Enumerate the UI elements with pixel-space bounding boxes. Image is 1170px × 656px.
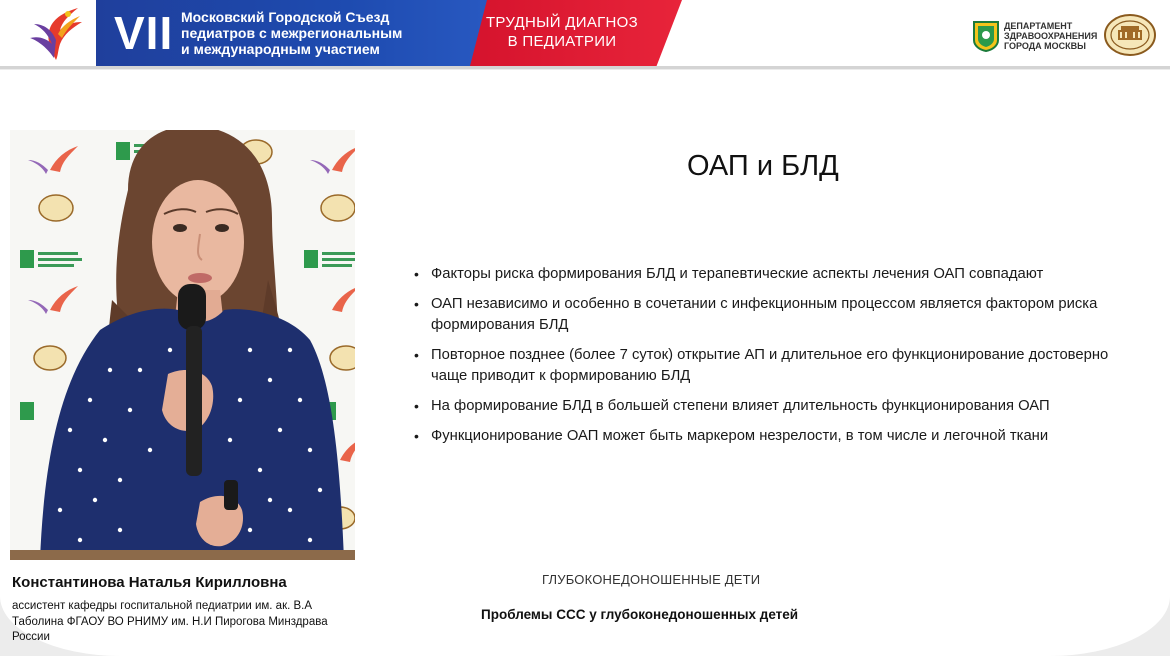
moscow-emblem-icon xyxy=(972,20,1000,52)
department-name: ДЕПАРТАМЕНТ ЗДРАВООХРАНЕНИЯ ГОРОДА МОСКВЫ xyxy=(1004,21,1098,51)
conference-header xyxy=(0,0,1170,66)
bullet-item: • На формирование БЛД в большей степени влияет длительность функционирования ОАП xyxy=(414,396,1134,417)
speaker-photo xyxy=(10,130,355,560)
slide-title: ОАП и БЛД xyxy=(687,150,839,182)
congress-number: VII xyxy=(114,7,174,59)
phoenix-logo-icon xyxy=(28,4,84,62)
lecture-title: Проблемы ССС у глубоконедоношенных детей xyxy=(481,607,799,622)
bullet-item: • ОАП независимо и особенно в сочетании с инфекционным процессом является фактором риска формирования БЛД xyxy=(414,294,1134,336)
speaker-name: Константинова Наталья Кирилловна xyxy=(12,574,287,591)
bullet-item: • Факторы риска формирования БЛД и терапевтические аспекты лечения ОАП совпадают xyxy=(414,264,1134,285)
seal-icon xyxy=(1104,14,1156,56)
speaker-video xyxy=(10,130,355,560)
section-label: ГЛУБОКОНЕДОНОШЕННЫЕ ДЕТИ xyxy=(542,572,761,587)
bullet-item: • Функционирование ОАП может быть маркером незрелости, в том числе и легочной ткани xyxy=(414,426,1134,447)
speaker-position: ассистент кафедры госпитальной педиатрии им. ак. В.А Таболина ФГАОУ ВО РНИМУ им. Н.И Пирогова Минздрава России xyxy=(12,600,328,643)
slide-bullet-list xyxy=(414,264,1134,456)
conference-name: ТРУДНЫЙ ДИАГНОЗ В ПЕДИАТРИИ xyxy=(485,14,639,50)
congress-name: Московский Городской Съезд педиатров с межрегиональным и международным участием xyxy=(181,9,403,57)
header-divider xyxy=(0,66,1170,69)
bullet-item: • Повторное позднее (более 7 суток) открытие АП и длительное его функционирование достоверно чаще приводит к формированию БЛД xyxy=(414,345,1134,387)
